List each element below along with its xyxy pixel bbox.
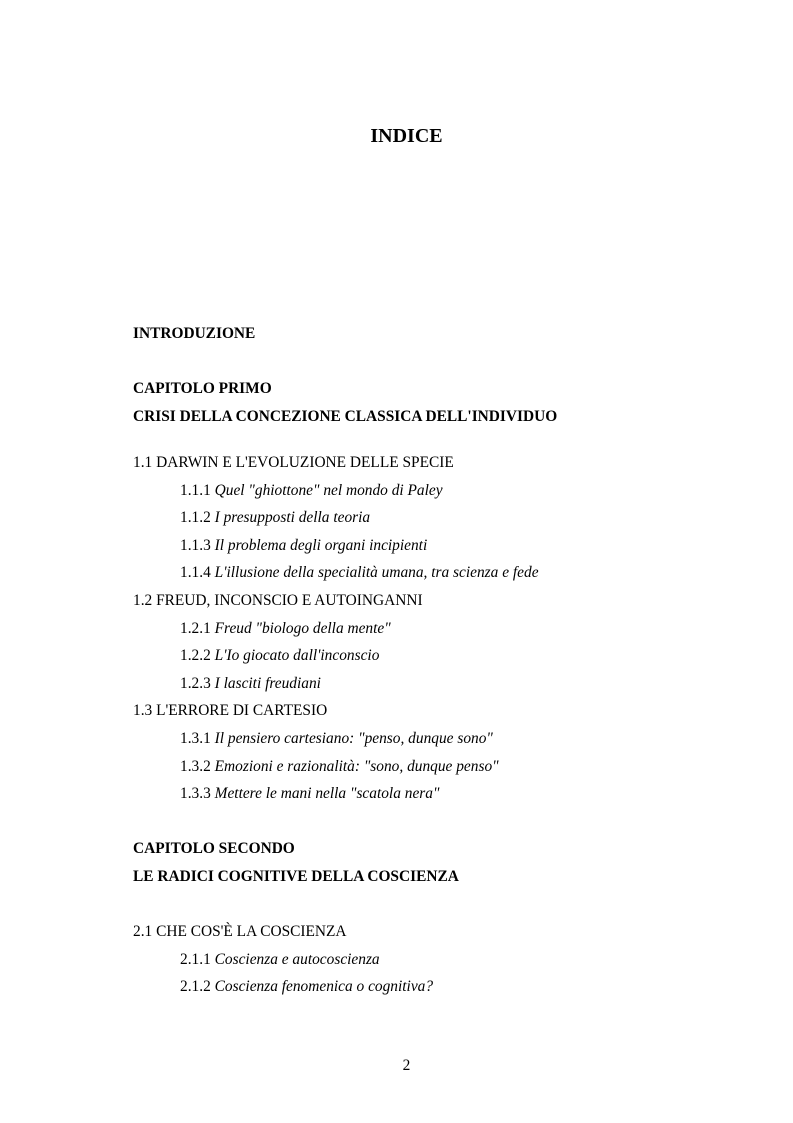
entry-title: Coscienza e autocoscienza xyxy=(214,951,380,968)
entry-title: Emozioni e razionalità: "sono, dunque penso" xyxy=(214,758,499,775)
entry-number: 2.1.1 xyxy=(180,951,211,968)
section-1-3-heading: 1.3 L'ERRORE DI CARTESIO xyxy=(133,702,328,719)
toc-entry-2-1-1 xyxy=(180,950,380,970)
chapter-1-title: CRISI DELLA CONCEZIONE CLASSICA DELL'INDIVIDUO xyxy=(133,408,558,425)
page-number: 2 xyxy=(402,1057,411,1074)
chapter-1-label: CAPITOLO PRIMO xyxy=(133,380,272,397)
entry-number: 1.1.3 xyxy=(180,537,211,554)
toc-entry-1-2-1 xyxy=(180,619,391,639)
entry-title: Coscienza fenomenica o cognitiva? xyxy=(214,978,434,995)
entry-title: I lasciti freudiani xyxy=(214,675,321,692)
entry-number: 1.1.2 xyxy=(180,509,211,526)
page-title: INDICE xyxy=(370,125,443,147)
toc-entry-1-3-2 xyxy=(180,757,499,777)
entry-number: 1.2.1 xyxy=(180,620,211,637)
toc-entry-1-1-2 xyxy=(180,508,370,528)
chapter-2-title: LE RADICI COGNITIVE DELLA COSCIENZA xyxy=(133,868,459,885)
toc-entry-1-1-3 xyxy=(180,536,427,556)
entry-title: I presupposti della teoria xyxy=(214,509,371,526)
entry-number: 2.1.2 xyxy=(180,978,211,995)
entry-number: 1.3.1 xyxy=(180,730,211,747)
entry-number: 1.1.1 xyxy=(180,482,211,499)
toc-entry-2-1-2 xyxy=(180,977,433,997)
entry-title: Quel "ghiottone" nel mondo di Paley xyxy=(214,482,443,499)
entry-title: Freud "biologo della mente" xyxy=(214,620,391,637)
toc-entry-1-3-3 xyxy=(180,784,439,804)
entry-number: 1.3.2 xyxy=(180,758,211,775)
entry-title: L'Io giocato dall'inconscio xyxy=(214,647,380,664)
toc-entry-1-3-1 xyxy=(180,729,493,749)
entry-number: 1.2.3 xyxy=(180,675,211,692)
entry-number: 1.2.2 xyxy=(180,647,211,664)
toc-entry-1-2-3 xyxy=(180,674,321,694)
entry-number: 1.1.4 xyxy=(180,564,211,581)
toc-entry-1-1-1 xyxy=(180,481,443,501)
entry-number: 1.3.3 xyxy=(180,785,211,802)
toc-introduction: INTRODUZIONE xyxy=(133,325,256,342)
chapter-2-label: CAPITOLO SECONDO xyxy=(133,840,295,857)
entry-title: L'illusione della specialità umana, tra scienza e fede xyxy=(214,564,539,581)
section-1-1-heading: 1.1 DARWIN E L'EVOLUZIONE DELLE SPECIE xyxy=(133,454,454,471)
entry-title: Il problema degli organi incipienti xyxy=(214,537,428,554)
toc-entry-1-1-4 xyxy=(180,563,539,583)
section-2-1-heading: 2.1 CHE COS'È LA COSCIENZA xyxy=(133,923,347,940)
entry-title: Mettere le mani nella "scatola nera" xyxy=(214,785,440,802)
section-1-2-heading: 1.2 FREUD, INCONSCIO E AUTOINGANNI xyxy=(133,592,423,609)
toc-entry-1-2-2 xyxy=(180,646,379,666)
entry-title: Il pensiero cartesiano: "penso, dunque sono" xyxy=(214,730,493,747)
